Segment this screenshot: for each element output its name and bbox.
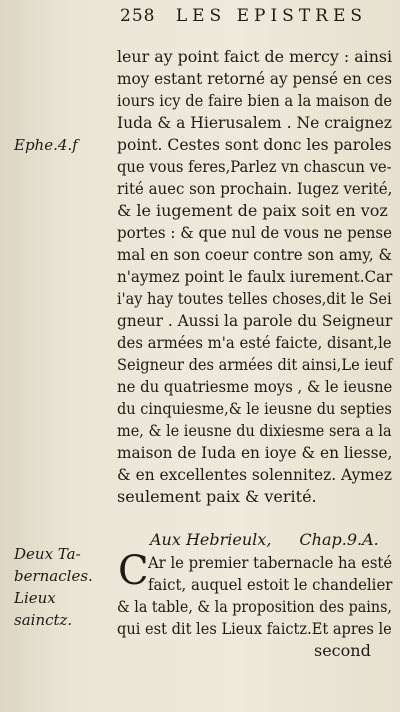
text-line: Seigneur des armées dit ainsi,Le ieuf: [117, 355, 393, 374]
text-line: point. Cestes sont donc les paroles: [117, 135, 392, 154]
chapter-line: Ar le premier tabernacle ha esté: [148, 553, 393, 572]
text-line: & le iugement de paix soit en voz: [117, 201, 388, 220]
margin-reference: Ephe.4.f: [14, 136, 78, 154]
text-line: & en excellentes solennitez. Aymez: [117, 465, 392, 484]
text-line: mal en son coeur contre son amy, &: [117, 245, 392, 264]
subheading-chapter: Chap.9.A.: [299, 530, 379, 549]
drop-cap: C: [118, 548, 149, 594]
chapter-subheading: [150, 530, 379, 549]
text-line: rité auec son prochain. Iugez verité,: [117, 179, 393, 198]
text-line: du cinquiesme,& le ieusne du septies: [117, 399, 392, 418]
text-line: maison de Iuda en ioye & en liesse,: [117, 443, 393, 462]
page-number: 258: [120, 6, 156, 26]
text-line: iours icy de faire bien a la maison de: [117, 91, 393, 110]
chapter-line: & la table, & la proposition des pains,: [117, 597, 392, 616]
text-line: n'aymez point le faulx iurement.Car: [117, 267, 393, 286]
text-line: me, & le ieusne du dixiesme sera a la: [117, 421, 392, 440]
margin-note-tabernacles-2: bernacles.: [14, 567, 93, 585]
chapter-line: qui est dit les Lieux faictz.Et apres le: [117, 619, 392, 638]
margin-note-places-2: sainctz.: [14, 611, 73, 629]
text-line: Iuda & a Hierusalem . Ne craignez: [117, 113, 392, 132]
text-line: portes : & que nul de vous ne pense: [117, 223, 393, 242]
text-line: ne du quatriesme moys , & le ieusne: [117, 377, 393, 396]
text-line: des armées m'a esté faicte, disant,le: [117, 333, 392, 352]
text-line: gneur . Aussi la parole du Seigneur: [117, 311, 393, 330]
running-title: LES EPISTRES: [175, 6, 368, 26]
text-line: leur ay point faict de mercy : ainsi: [117, 47, 393, 66]
text-line: moy estant retorné ay pensé en ces: [117, 69, 393, 88]
running-header: [120, 6, 367, 26]
margin-note-places-1: Lieux: [14, 589, 56, 607]
text-line: seulement paix & verité.: [117, 487, 317, 506]
text-line: i'ay hay toutes telles choses,dit le Sei: [117, 289, 392, 308]
margin-note-tabernacles-1: Deux Ta-: [14, 545, 81, 563]
catchword: second: [314, 641, 371, 660]
chapter-line: faict, auquel estoit le chandelier: [148, 575, 393, 594]
text-line: que vous feres,Parlez vn chascun ve-: [117, 157, 392, 176]
subheading-book: Aux Hebrieulx,: [150, 530, 272, 549]
